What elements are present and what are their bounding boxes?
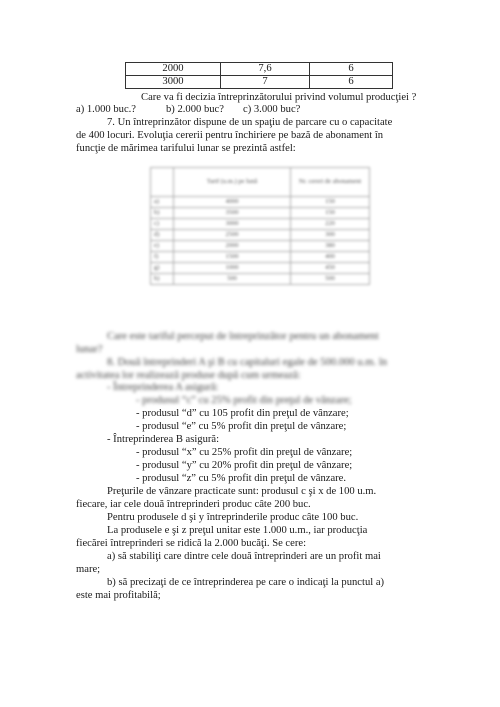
table-row	[151, 219, 370, 230]
table-cell: 7	[221, 76, 310, 89]
table-row	[151, 252, 370, 263]
blurred-table	[150, 167, 370, 285]
blurred-line: - produsul “c” cu 25% profit din preţul de vânzare;	[136, 395, 352, 406]
table-header-cell	[151, 168, 174, 197]
table-cell: b)	[151, 208, 174, 219]
list-item: - produsul “x” cu 25% profit din preţul de vânzare;	[136, 447, 353, 458]
blurred-line: Care este tariful perceput de întreprinzător pentru un abonament	[107, 331, 379, 342]
paragraph-line: fiecărei întreprinderi se ridică la 2.000 bucăţi. Se cere:	[76, 538, 307, 549]
requirement-line: este mai profitabilă;	[76, 590, 161, 601]
paragraph-line: Preţurile de vânzare practicate sunt: produsul c şi x de 100 u.m.	[107, 486, 377, 497]
table-header-row	[151, 168, 370, 197]
table-row	[151, 241, 370, 252]
question-text: Care va fi decizia întreprinzătorului privind volumul producţiei ?	[141, 92, 417, 103]
table-cell: 450	[291, 263, 370, 274]
table-row	[151, 274, 370, 285]
table-row	[151, 230, 370, 241]
table-cell: 150	[291, 197, 370, 208]
table-cell: 1000	[174, 263, 291, 274]
table-cell: 150	[291, 208, 370, 219]
requirement-line: mare;	[76, 564, 101, 575]
table-cell: 3000	[174, 219, 291, 230]
paragraph-line: de 400 locuri. Evoluţia cererii pentru închiriere pe bază de abonament în	[76, 130, 384, 141]
table-cell: 3000	[126, 76, 221, 89]
section-label: - Întreprinderea B asigură:	[107, 434, 220, 445]
data-table	[125, 62, 393, 89]
table-row	[126, 63, 393, 76]
table-cell: 7,6	[221, 63, 310, 76]
table-row	[151, 263, 370, 274]
table-cell: 2000	[174, 241, 291, 252]
paragraph-line: funcţie de mărimea tarifului lunar se prezintă astfel:	[76, 143, 296, 154]
table-cell: 2000	[126, 63, 221, 76]
option-c: c) 3.000 buc?	[243, 104, 301, 115]
list-item: - produsul “d” cu 105 profit din preţul de vânzare;	[136, 408, 349, 419]
paragraph-line: Pentru produsele d şi y întreprinderile produc câte 100 buc.	[107, 512, 359, 523]
blurred-line: - Întreprinderea A asigură:	[107, 382, 219, 393]
paragraph-line: La produsele e şi z preţul unitar este 1.000 u.m., iar producţia	[107, 525, 368, 536]
table-cell: 3500	[174, 208, 291, 219]
paragraph-line: 7. Un întreprinzător dispune de un spaţiu de parcare cu o capacitate	[107, 117, 393, 128]
table-cell: g)	[151, 263, 174, 274]
table-cell: e)	[151, 241, 174, 252]
list-item: - produsul “z” cu 5% profit din preţul de vânzare.	[136, 473, 347, 484]
table-row	[151, 197, 370, 208]
table-cell: 6	[310, 63, 393, 76]
table-cell: d)	[151, 230, 174, 241]
paragraph-line: fiecare, iar cele două întreprinderi produc câte 200 buc.	[76, 499, 311, 510]
table-cell: 380	[291, 241, 370, 252]
table-cell: 500	[291, 274, 370, 285]
table-row	[126, 76, 393, 89]
blurred-line: activitatea lor realizează produse după cum urmează:	[76, 370, 301, 381]
table-cell: c)	[151, 219, 174, 230]
table-cell: h)	[151, 274, 174, 285]
table-header-cell: Tarif (u.m.) pe lună	[174, 168, 291, 197]
option-b: b) 2.000 buc?	[166, 104, 224, 115]
table-cell: 2500	[174, 230, 291, 241]
list-item: - produsul “y” cu 20% profit din preţul de vânzare;	[136, 460, 353, 471]
table-cell: a)	[151, 197, 174, 208]
table-row	[151, 208, 370, 219]
table-cell: 300	[291, 230, 370, 241]
table-cell: 6	[310, 76, 393, 89]
requirement-line: b) să precizaţi de ce întreprinderea pe care o indicaţi la punctul a)	[107, 577, 385, 588]
table-cell: 400	[291, 252, 370, 263]
table-cell: 500	[174, 274, 291, 285]
table-header-cell: Nr. cereri de abonament	[291, 168, 370, 197]
table-cell: 1500	[174, 252, 291, 263]
list-item: - produsul “e” cu 5% profit din preţul de vânzare;	[136, 421, 347, 432]
blurred-line: lunar?	[76, 344, 103, 355]
table-cell: f)	[151, 252, 174, 263]
requirement-line: a) să stabiliţi care dintre cele două întreprinderi are un profit mai	[107, 551, 381, 562]
table-cell: 4000	[174, 197, 291, 208]
table-cell: 220	[291, 219, 370, 230]
option-a: a) 1.000 buc.?	[76, 104, 137, 115]
blurred-line: 8. Două întreprinderi A şi B cu capitaluri egale de 500.000 u.m. în	[107, 357, 388, 368]
